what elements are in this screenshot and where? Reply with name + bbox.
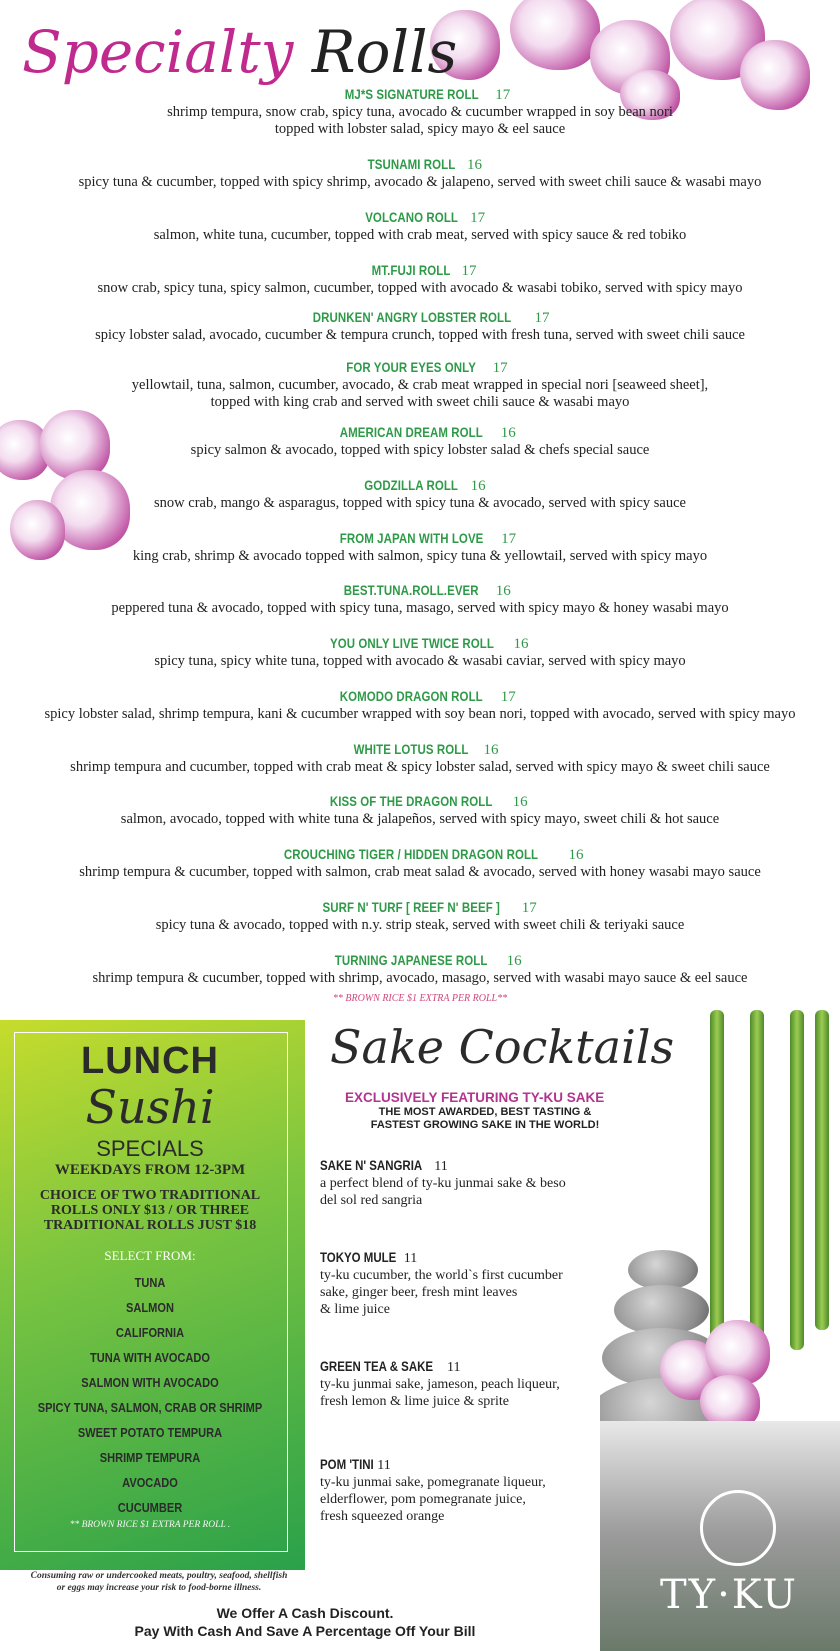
cocktail-item <box>320 1358 600 1410</box>
sake-cocktails-title: Sake Cocktails <box>330 1020 675 1074</box>
lunch-item: SHRIMP TEMPURA <box>99 1450 201 1465</box>
roll-item <box>0 952 840 987</box>
roll-item <box>0 156 840 191</box>
sake-tagline-line: THE MOST AWARDED, BEST TASTING & <box>378 1106 592 1118</box>
roll-price: 17 <box>500 689 516 705</box>
tyku-logo: TY·KU <box>660 1572 798 1618</box>
roll-name: BEST.TUNA.ROLL.EVER <box>344 582 479 598</box>
roll-item <box>0 359 840 411</box>
roll-price: 16 <box>568 847 584 863</box>
roll-description: peppered tuna & avocado, topped with spicy tuna, masago, served with spicy mayo & honey wasabi mayo <box>111 600 729 616</box>
cocktail-item <box>320 1157 600 1209</box>
lunch-offer-line: CHOICE OF TWO TRADITIONAL <box>39 1188 261 1203</box>
roll-price: 16 <box>466 157 482 173</box>
lunch-item: SALMON <box>126 1300 174 1315</box>
roll-description: spicy salmon & avocado, topped with spicy lobster salad & chefs special sauce <box>190 442 650 458</box>
cocktail-description: ty-ku cucumber, the world`s first cucumber <box>320 1268 563 1283</box>
bamboo-stalk <box>790 1010 804 1350</box>
disclaimer-line: or eggs may increase your risk to food-borne illness. <box>56 1583 262 1593</box>
roll-item <box>0 846 840 881</box>
roll-price: 17 <box>470 210 486 226</box>
roll-item <box>0 477 840 512</box>
cocktail-price: 11 <box>377 1458 391 1473</box>
cocktail-description: & lime juice <box>320 1302 390 1317</box>
roll-description: spicy lobster salad, avocado, cucumber & tempura crunch, topped with fresh tuna, served with sweet chili sauce <box>95 327 745 343</box>
lunch-item: SWEET POTATO TEMPURA <box>77 1425 223 1440</box>
roll-item <box>0 530 840 565</box>
cocktail-price: 11 <box>447 1360 461 1375</box>
lunch-title: LUNCH <box>81 1040 219 1082</box>
orchid-decoration-right <box>660 1320 780 1430</box>
tyku-emblem-icon <box>700 1490 776 1566</box>
roll-item <box>0 309 840 344</box>
lunch-hours: WEEKDAYS FROM 12-3PM <box>54 1162 246 1178</box>
roll-name: DRUNKEN' ANGRY LOBSTER ROLL <box>312 309 511 325</box>
roll-name: TSUNAMI ROLL <box>367 156 456 172</box>
roll-description: spicy tuna & cucumber, topped with spicy shrimp, avocado & jalapeno, served with sweet chili sauce & wasabi mayo <box>78 174 762 190</box>
cocktail-description: ty-ku junmai sake, pomegranate liqueur, <box>320 1475 546 1490</box>
roll-name: FROM JAPAN WITH LOVE <box>339 530 484 546</box>
roll-description: yellowtail, tuna, salmon, cucumber, avocado, & crab meat wrapped in special nori [seaweed sheet], <box>131 377 709 393</box>
roll-description: spicy tuna, spicy white tuna, topped with avocado & wasabi caviar, served with spicy mayo <box>154 653 686 669</box>
roll-price: 16 <box>500 425 516 441</box>
cash-line: We Offer A Cash Discount. <box>216 1605 394 1621</box>
cash-line: Pay With Cash And Save A Percentage Off Your Bill <box>134 1623 476 1639</box>
cocktail-name: TOKYO MULE <box>320 1250 397 1265</box>
lunch-item: CUCUMBER <box>117 1500 183 1515</box>
lunch-select-label: SELECT FROM: <box>104 1248 196 1263</box>
brown-rice-note: ** BROWN RICE $1 EXTRA PER ROLL** <box>332 993 508 1004</box>
roll-description: shrimp tempura & cucumber, topped with shrimp, avocado, masago, served with wasabi mayo sauce & eel sauce <box>92 970 748 986</box>
roll-item <box>0 635 840 670</box>
roll-name: MJ*S SIGNATURE ROLL <box>344 86 479 102</box>
roll-description: snow crab, mango & asparagus, topped with spicy tuna & avocado, served with spicy sauce <box>154 495 686 511</box>
roll-item <box>0 741 840 776</box>
roll-price: 16 <box>512 794 528 810</box>
bamboo-stalk <box>710 1010 724 1340</box>
roll-name: KOMODO DRAGON ROLL <box>339 688 484 704</box>
lunch-offer-line: TRADITIONAL ROLLS JUST $18 <box>43 1218 257 1233</box>
cocktail-price: 11 <box>434 1159 448 1174</box>
bamboo-stalk <box>815 1010 829 1330</box>
roll-price: 17 <box>461 263 477 279</box>
cocktail-item <box>320 1456 600 1525</box>
roll-item <box>0 582 840 617</box>
cocktail-description: del sol red sangria <box>320 1193 423 1208</box>
roll-name: KISS OF THE DRAGON ROLL <box>330 793 493 809</box>
lunch-offer <box>20 1188 280 1233</box>
roll-price: 16 <box>495 583 511 599</box>
title-part-rolls: Rolls <box>311 18 458 86</box>
roll-name: YOU ONLY LIVE TWICE ROLL <box>329 635 494 651</box>
roll-description: snow crab, spicy tuna, spicy salmon, cucumber, topped with avocado & wasabi tobiko, served with spicy mayo <box>97 280 743 296</box>
cocktail-description: ty-ku junmai sake, jameson, peach liqueur, <box>320 1377 560 1392</box>
roll-description: shrimp tempura and cucumber, topped with crab meat & spicy lobster salad, served with spicy mayo & sweet chili sauce <box>70 759 770 775</box>
roll-description: topped with king crab and served with sweet chili sauce & wasabi mayo <box>210 394 630 410</box>
roll-name: AMERICAN DREAM ROLL <box>339 424 484 440</box>
lunch-brown-rice-note: ** BROWN RICE $1 EXTRA PER ROLL . <box>69 1520 231 1530</box>
roll-name: FOR YOUR EYES ONLY <box>346 359 477 375</box>
roll-price: 16 <box>470 478 486 494</box>
roll-price: 16 <box>513 636 529 652</box>
roll-item <box>0 262 840 297</box>
specialty-rolls-title <box>22 18 457 86</box>
roll-name: MT.FUJI ROLL <box>372 262 451 278</box>
roll-item <box>0 424 840 459</box>
lunch-item: TUNA WITH AVOCADO <box>90 1350 210 1365</box>
food-safety-disclaimer <box>14 1570 304 1594</box>
stone <box>628 1250 698 1290</box>
roll-price: 17 <box>534 310 550 326</box>
roll-item <box>0 688 840 723</box>
lunch-item: AVOCADO <box>122 1475 178 1490</box>
roll-name: TURNING JAPANESE ROLL <box>335 952 488 968</box>
cocktail-name: POM 'TINI <box>320 1457 374 1472</box>
lunch-specials-heading: SPECIALS <box>96 1136 204 1161</box>
roll-price: 16 <box>483 742 499 758</box>
cocktail-description: sake, ginger beer, fresh mint leaves <box>320 1285 518 1300</box>
roll-price: 17 <box>495 87 511 103</box>
roll-price: 17 <box>492 360 508 376</box>
lunch-item: SPICY TUNA, SALMON, CRAB OR SHRIMP <box>37 1400 263 1415</box>
cocktail-name: GREEN TEA & SAKE <box>320 1359 434 1374</box>
lunch-offer-line: ROLLS ONLY $13 / OR THREE <box>50 1203 250 1218</box>
roll-name: VOLCANO ROLL <box>365 209 458 225</box>
cocktail-item <box>320 1249 600 1318</box>
cocktail-price: 11 <box>403 1251 418 1266</box>
roll-description: shrimp tempura & cucumber, topped with salmon, crab meat salad & avocado, served with honey wasabi mayo sauce <box>79 864 761 880</box>
lunch-item: SALMON WITH AVOCADO <box>81 1375 219 1390</box>
sake-tagline <box>345 1106 625 1132</box>
roll-item <box>0 209 840 244</box>
roll-description: salmon, white tuna, cucumber, topped with crab meat, served with spicy sauce & red tobiko <box>153 227 687 243</box>
lunch-items-list <box>0 1270 300 1520</box>
roll-description: king crab, shrimp & avocado topped with salmon, spicy tuna & yellowtail, served with spicy mayo <box>132 548 708 564</box>
sake-tagline-line: FASTEST GROWING SAKE IN THE WORLD! <box>370 1119 600 1131</box>
cocktail-description: fresh squeezed orange <box>320 1509 445 1524</box>
cocktail-description: fresh lemon & lime juice & sprite <box>320 1394 509 1409</box>
cocktail-description: a perfect blend of ty-ku junmai sake & beso <box>320 1176 566 1191</box>
disclaimer-line: Consuming raw or undercooked meats, poultry, seafood, shellfish <box>30 1571 288 1581</box>
roll-description: spicy lobster salad, shrimp tempura, kani & cucumber wrapped with soy bean nori, topped with avocado, served with spicy mayo <box>44 706 796 722</box>
roll-price: 17 <box>501 531 517 547</box>
roll-price: 16 <box>506 953 522 969</box>
roll-item <box>0 899 840 934</box>
roll-description: topped with lobster salad, spicy mayo & eel sauce <box>274 121 566 137</box>
cocktail-name: SAKE N' SANGRIA <box>320 1158 423 1173</box>
roll-description: salmon, avocado, topped with white tuna & jalapeños, served with spicy mayo, sweet chili & hot sauce <box>120 811 720 827</box>
lunch-item: CALIFORNIA <box>115 1325 185 1340</box>
roll-description: shrimp tempura, snow crab, spicy tuna, avocado & cucumber wrapped in soy bean nori <box>167 104 673 120</box>
roll-name: WHITE LOTUS ROLL <box>354 741 469 757</box>
lunch-item: TUNA <box>134 1275 166 1290</box>
bamboo-stalk <box>750 1010 764 1370</box>
roll-name: CROUCHING TIGER / HIDDEN DRAGON ROLL <box>284 846 539 862</box>
roll-price: 17 <box>521 900 537 916</box>
lunch-sushi-heading: Sushi <box>85 1080 215 1134</box>
cash-discount-notice <box>0 1604 610 1640</box>
roll-name: SURF N' TURF [ REEF N' BEEF ] <box>322 899 501 915</box>
roll-name: GODZILLA ROLL <box>364 477 459 493</box>
roll-description: spicy tuna & avocado, topped with n.y. strip steak, served with sweet chili & teriyaki sauce <box>155 917 685 933</box>
sake-featuring: EXCLUSIVELY FEATURING TY-KU SAKE <box>345 1090 605 1105</box>
title-part-specialty: Specialty <box>22 18 294 86</box>
cocktail-description: elderflower, pom pomegranate juice, <box>320 1492 526 1507</box>
roll-item <box>0 86 840 138</box>
roll-item <box>0 793 840 828</box>
